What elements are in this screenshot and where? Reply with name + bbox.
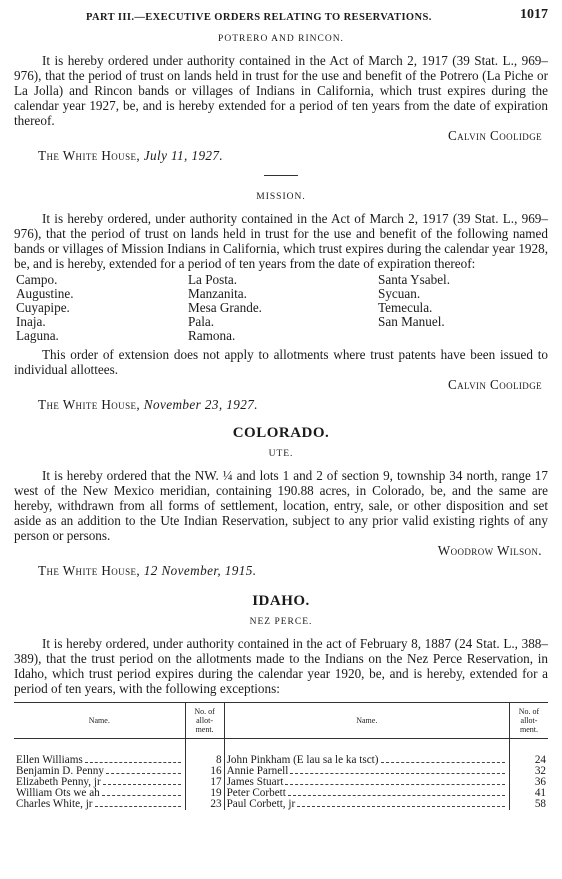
allotment-number: 24: [510, 755, 549, 766]
section-heading-nez-perce: NEZ PERCE.: [249, 617, 313, 627]
band-item: Augustine.: [16, 286, 74, 301]
allottee-name: James Stuart: [226, 776, 284, 788]
band-item: Campo.: [16, 272, 58, 287]
allottee-name: Benjamin D. Penny: [16, 765, 104, 777]
allottee-name: Peter Corbett: [226, 787, 286, 799]
dateline-date: July 11, 1927.: [143, 148, 224, 163]
band-item: Pala.: [188, 314, 215, 329]
dateline-ute: [38, 563, 548, 578]
band-item: Laguna.: [16, 328, 59, 343]
running-head-title: PART III.—EXECUTIVE ORDERS RELATING TO RESERVATIONS.: [86, 12, 432, 23]
allotment-number: 36: [510, 777, 549, 788]
dateline-potrero: [38, 148, 548, 163]
allottee-name: Paul Corbett, jr: [226, 798, 296, 810]
order-text-mission: It is hereby ordered, under authority contained in the Act of March 2, 1917 (39 Stat. L., 969–976), that the period of trust on lands held in trust for the use and benefit of the following named bands or villages of Mission Indians in California, which trust expires during the calendar year 1928, be, and is hereby, extended for a period of ten years from the date of expiration thereof:: [14, 211, 548, 271]
dateline-place: The White House,: [38, 563, 141, 578]
allottee-name: John Pinkham (E lau sa le ka tsct): [226, 754, 379, 766]
signature-ute: Woodrow Wilson.: [437, 543, 542, 558]
table-row: [14, 799, 548, 810]
band-item: Manzanita.: [188, 286, 247, 301]
allottee-name: William Ots we ah: [16, 787, 100, 799]
allotment-number: 41: [510, 788, 549, 799]
page-number: 1017: [520, 7, 548, 22]
section-heading-ute: UTE.: [268, 449, 294, 459]
order-text-ute: It is hereby ordered that the NW. ¼ and lots 1 and 2 of section 9, township 34 north, range 17 west of the New Mexico meridian, containing 190.88 acres, in Colorado, be, and the same are hereby, withdrawn from all forms of settlement, location, entry, sale, or other disposition and set aside as an addition to the Ute Indian Reservation, subject to any prior valid existing rights of any person or persons.: [14, 468, 548, 543]
band-item: Inaja.: [16, 314, 46, 329]
column-header-allotment: No. of allot-ment.: [510, 703, 549, 739]
dateline-place: The White House,: [38, 397, 141, 412]
allotment-number: 32: [510, 766, 549, 777]
section-heading-mission: MISSION.: [256, 192, 306, 202]
allottee-name: Elizabeth Penny, jr: [16, 776, 101, 788]
dateline-date: November 23, 1927.: [143, 397, 258, 412]
state-heading-colorado: COLORADO.: [232, 425, 330, 441]
band-item: San Manuel.: [378, 314, 445, 329]
section-divider: [264, 175, 298, 176]
document-page: [0, 4, 562, 879]
allottee-name: Annie Parnell: [226, 765, 289, 777]
column-header-name: Name.: [224, 703, 509, 739]
allotment-number: 19: [185, 788, 224, 799]
band-item: Ramona.: [188, 328, 236, 343]
band-item: Cuyapipe.: [16, 300, 70, 315]
band-item: Sycuan.: [378, 286, 421, 301]
allotment-number: 23: [185, 799, 224, 810]
order-text-potrero: It is hereby ordered under authority contained in the Act of March 2, 1917 (39 Stat. L., 969–976), that the period of trust on lands held in trust for the use and benefit of the Potrero (La Piche or La Jolla) and Rincon bands or villages of Indians in California, which trust expires during the calendar year 1927, be, and is hereby extended for a period of ten years from the date of expiration thereof.: [14, 53, 548, 128]
allottee-name: Ellen Williams: [16, 754, 83, 766]
band-item: Santa Ysabel.: [378, 272, 451, 287]
table-header-row: [14, 703, 548, 739]
allotment-number: 16: [185, 766, 224, 777]
dateline-mission: [38, 397, 548, 412]
band-item: Temecula.: [378, 300, 433, 315]
signature-mission: Calvin Coolidge: [447, 377, 542, 392]
signature-potrero: Calvin Coolidge: [447, 128, 542, 143]
band-item: La Posta.: [188, 272, 238, 287]
column-header-allotment: No. of allot-ment.: [185, 703, 224, 739]
dateline-date: 12 November, 1915.: [143, 563, 257, 578]
order-note-mission: This order of extension does not apply to allotments where trust patents have been issued to individual allottees.: [14, 347, 548, 377]
band-item: [378, 329, 548, 343]
order-text-nez-perce: It is hereby ordered, under authority contained in the act of February 8, 1887 (24 Stat. L., 388–389), that the trust period on the allotments made to the Indians on the Nez Perce Reservation, in Idaho, which trust period expires during the calendar year 1920, be, and is hereby, extended for a period of ten years, with the following exceptions:: [14, 636, 548, 696]
exceptions-table: [14, 702, 548, 810]
band-item: Mesa Grande.: [188, 300, 262, 315]
state-heading-idaho: IDAHO.: [252, 593, 310, 609]
column-header-name: Name.: [14, 703, 185, 739]
allotment-number: 58: [510, 799, 549, 810]
band-list: [16, 273, 548, 343]
allottee-name: Charles White, jr: [16, 798, 93, 810]
dateline-place: The White House,: [38, 148, 141, 163]
allotment-number: 8: [185, 755, 224, 766]
section-heading-potrero: POTRERO AND RINCON.: [218, 34, 344, 44]
running-head: [14, 4, 548, 26]
allotment-number: 17: [185, 777, 224, 788]
